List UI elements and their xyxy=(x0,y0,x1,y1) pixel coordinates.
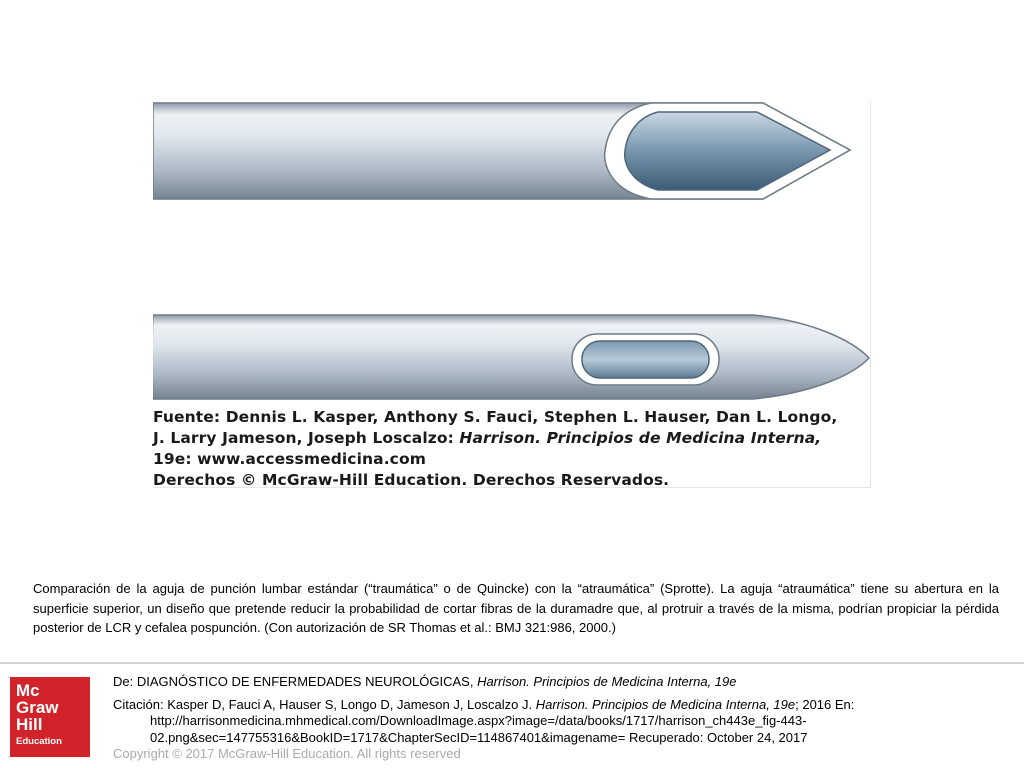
logo-line-graw: Graw xyxy=(16,698,59,717)
citation-url-line-2: 02.png&sec=147755316&BookID=1717&ChapterSecID=114867401&imagename= Recuperado: October 24, 2017 xyxy=(150,729,808,745)
footer-divider xyxy=(0,662,1024,664)
citation-line xyxy=(113,697,1013,714)
logo-line-mc: Mc xyxy=(16,681,40,700)
citation-url-line-1: http://harrisonmedicina.mhmedical.com/DownloadImage.aspx?image=/data/books/1717/harrison_ch443e_fig-443- xyxy=(150,713,807,728)
source-authors: J. Larry Jameson, Joseph Loscalzo: xyxy=(153,429,460,447)
copyright-notice: Copyright © 2017 McGraw-Hill Education. All rights reserved xyxy=(113,746,461,761)
source-line-2 xyxy=(153,428,870,449)
quincke-needle xyxy=(153,103,850,199)
book-title: Harrison. Principios de Medicina Interna, 19e xyxy=(477,674,737,689)
source-line-3: 19e: www.accessmedicina.com xyxy=(153,450,426,468)
citation-authors: Citación: Kasper D, Fauci A, Hauser S, Longo D, Jameson J, Loscalzo J. xyxy=(113,696,536,712)
source-chapter xyxy=(113,674,1013,691)
source-book-title: Harrison. Principios de Medicina Interna, xyxy=(459,429,822,447)
needle-comparison-figure xyxy=(153,101,871,488)
chapter-label: De: DIAGNÓSTICO DE ENFERMEDADES NEUROLÓGICAS, xyxy=(113,674,478,689)
logo-line-education: Education xyxy=(16,736,62,747)
sprotte-needle xyxy=(153,315,869,399)
citation-block xyxy=(113,674,1013,746)
citation-year: ; 2016 En: xyxy=(795,696,855,712)
figure-source-note xyxy=(153,407,870,491)
figure-caption: Comparación de la aguja de punción lumbar estándar (“traumática” o de Quincke) con la “atraumática” (Sprotte). La aguja “atraumática” tiene su abertura en la superficie superior, un diseño que pretende reducir la probabilidad de cortar fibras de la duramadre que, al protruir a través de la misma, podrían propiciar la pérdida posterior de LCR y cefalea pospunción. (Con autorización de SR Thomas et al.: BMJ 321:986, 2000.) xyxy=(33,581,999,635)
mcgraw-hill-education-logo xyxy=(10,677,90,757)
citation-book-title: Harrison. Principios de Medicina Interna, 19e xyxy=(535,696,796,712)
logo-line-hill: Hill xyxy=(16,715,43,734)
source-line-4: Derechos © McGraw-Hill Education. Derechos Reservados. xyxy=(153,471,670,489)
needle-illustration xyxy=(153,101,870,401)
source-line-1: Fuente: Dennis L. Kasper, Anthony S. Fauci, Stephen L. Hauser, Dan L. Longo, xyxy=(153,408,838,426)
